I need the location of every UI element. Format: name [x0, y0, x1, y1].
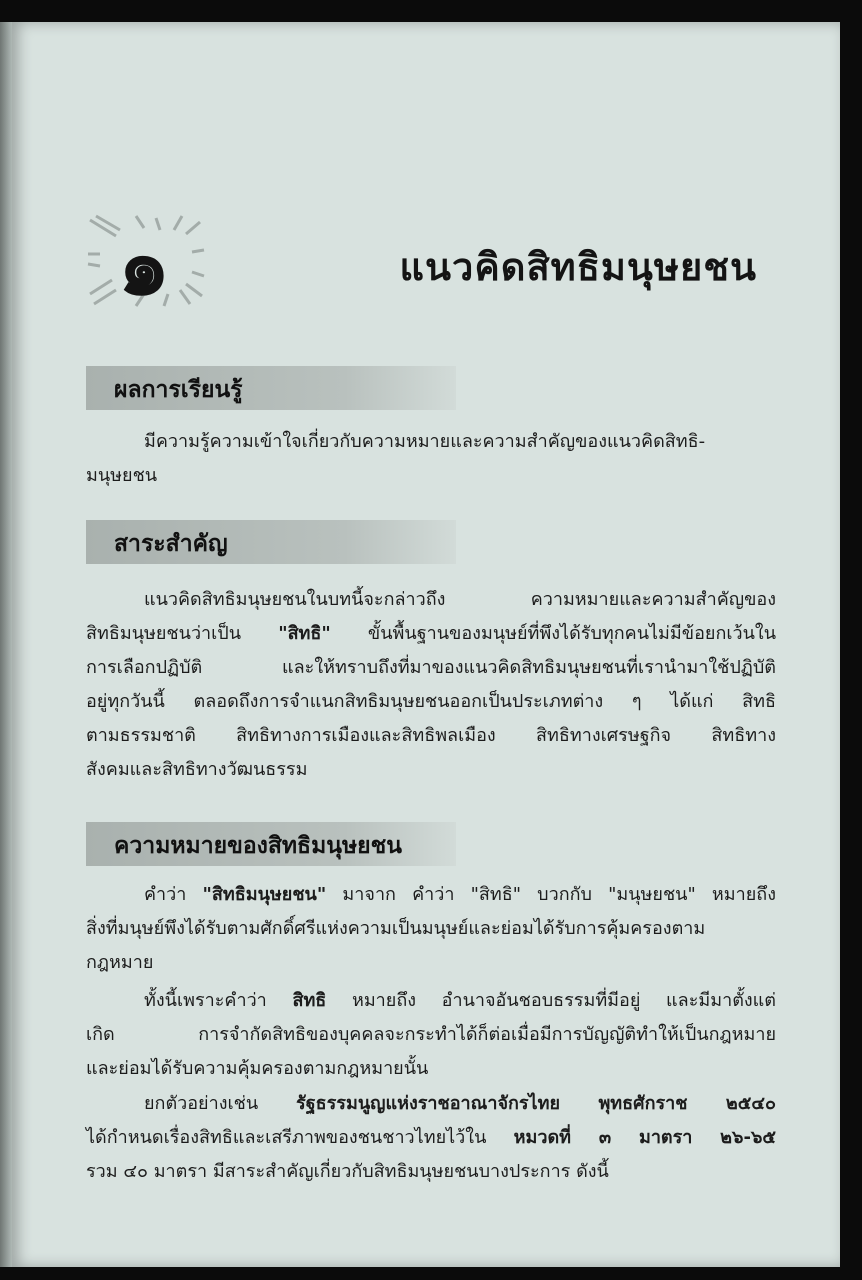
bold-term: "สิทธิมนุษยชน" — [202, 884, 327, 905]
text-line: สังคมและสิทธิทางวัฒนธรรม — [86, 759, 308, 780]
text-span: ขั้นพื้นฐานของมนุษย์ที่พึงได้รับทุกคนไม่มีข้อยกเว้นใน — [367, 623, 776, 644]
text-line: รวม ๔๐ มาตรา มีสาระสำคัญเกี่ยวกับสิทธิมนุษยชนบางประการ ดังนี้ — [86, 1161, 609, 1182]
bold-term: "สิทธิ" — [278, 623, 331, 644]
bold-term: รัฐธรรมนูญแห่งราชอาณาจักรไทย พุทธศักราช ๒๕๔๐ — [296, 1093, 776, 1114]
section-header-learning — [86, 366, 456, 410]
text-line: สิ่งที่มนุษย์พึงได้รับตามศักดิ์ศรีแห่งความเป็นมนุษย์และย่อมได้รับการคุ้มครองตาม — [86, 918, 706, 939]
chapter-title: แนวคิดสิทธิมนุษยชน — [399, 245, 757, 289]
text-line: แนวคิดสิทธิมนุษยชนในบทนี้จะกล่าวถึง ความหมายและความสำคัญของ — [144, 589, 776, 610]
text-line — [86, 617, 776, 651]
text-span: หมายถึง อำนาจอันชอบธรรมที่มีอยู่ และมีมาตั้งแต่ — [351, 990, 776, 1011]
text-span: ได้กำหนดเรื่องสิทธิและเสรีภาพของชนชาวไทยไว้ใน — [86, 1127, 487, 1148]
text-line — [86, 1121, 776, 1155]
text-line: มีความรู้ความเข้าใจเกี่ยวกับความหมายและความสำคัญของแนวคิดสิทธิ- — [144, 431, 706, 452]
meaning-paragraph-1 — [86, 878, 776, 980]
chapter-number: ๑ — [117, 219, 171, 308]
section-header-meaning — [86, 822, 456, 866]
section-heading-essence: สาระสำคัญ — [114, 531, 228, 557]
text-span: คำว่า — [144, 884, 187, 905]
text-span: สิทธิมนุษยชนว่าเป็น — [86, 623, 242, 644]
text-line — [86, 984, 776, 1018]
section-heading-meaning: ความหมายของสิทธิมนุษยชน — [114, 833, 402, 859]
learning-paragraph — [86, 425, 776, 493]
text-line: กฎหมาย — [86, 952, 154, 973]
text-span: ทั้งนี้เพราะคำว่า — [144, 990, 267, 1011]
chapter-number-badge — [86, 214, 206, 308]
meaning-paragraph-2 — [86, 984, 776, 1086]
essence-paragraph — [86, 583, 776, 787]
text-span: ยกตัวอย่างเช่น — [144, 1093, 259, 1114]
chapter-badge-ornament — [86, 214, 206, 308]
text-line — [86, 1087, 776, 1121]
text-line: เกิด การจำกัดสิทธิของบุคคลจะกระทำได้ก็ต่อเมื่อมีการบัญญัติทำให้เป็นกฎหมาย — [86, 1024, 776, 1045]
text-line: การเลือกปฏิบัติ และให้ทราบถึงที่มาของแนวคิดสิทธิมนุษยชนที่เรานำมาใช้ปฏิบัติ — [86, 657, 776, 678]
text-line — [86, 878, 776, 912]
meaning-paragraph-3 — [86, 1087, 776, 1189]
section-header-essence — [86, 520, 456, 564]
bold-term: หมวดที่ ๓ มาตรา ๒๖-๖๕ — [513, 1127, 776, 1148]
text-line: มนุษยชน — [86, 465, 158, 486]
section-heading-learning: ผลการเรียนรู้ — [114, 377, 243, 403]
text-span: มาจาก คำว่า "สิทธิ" บวกกับ "มนุษยชน" หมายถึง — [342, 884, 776, 905]
text-line: และย่อมได้รับความคุ้มครองตามกฎหมายนั้น — [86, 1058, 429, 1079]
text-line: อยู่ทุกวันนี้ ตลอดถึงการจำแนกสิทธิมนุษยชนออกเป็นประเภทต่าง ๆ ได้แก่ สิทธิ — [86, 691, 776, 712]
bold-term: สิทธิ — [292, 990, 327, 1011]
text-line: ตามธรรมชาติ สิทธิทางการเมืองและสิทธิพลเมือง สิทธิทางเศรษฐกิจ สิทธิทาง — [86, 725, 776, 746]
